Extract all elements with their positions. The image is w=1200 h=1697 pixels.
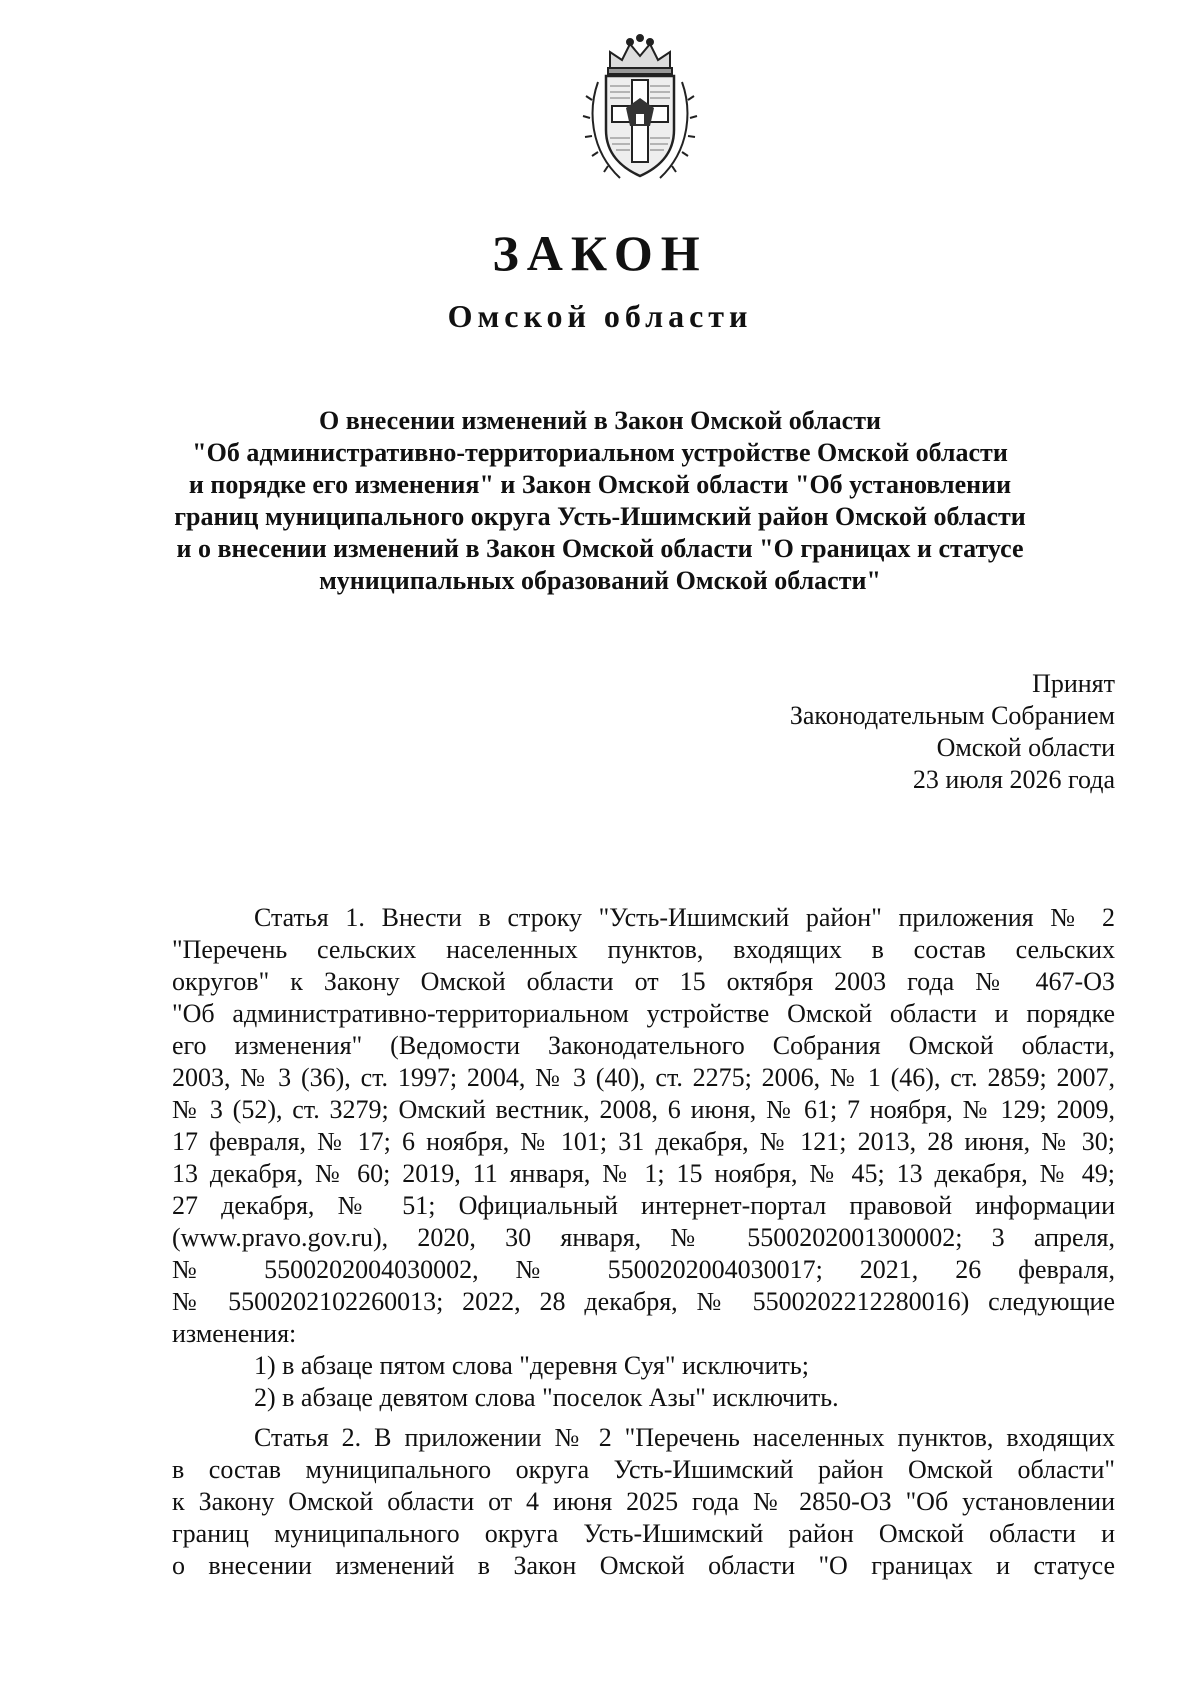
article-line: Статья 1. Внести в строку "Усть-Ишимский район" приложения № 2 xyxy=(254,903,1115,932)
article-line: "Об административно-территориальном устройстве Омской области и порядке xyxy=(172,999,1115,1028)
article-line: 2003, № 3 (36), ст. 1997; 2004, № 3 (40), ст. 2275; 2006, № 1 (46), ст. 2859; 2007, xyxy=(172,1063,1115,1092)
adoption-line: Принят xyxy=(1032,669,1115,698)
heading-line: "Об административно-территориальном устройстве Омской области xyxy=(192,438,1008,467)
adoption-date: 23 июля 2026 года xyxy=(912,765,1115,794)
article-2 xyxy=(172,1422,1115,1582)
article-line: округов" к Закону Омской области от 15 октября 2003 года № 467-ОЗ xyxy=(172,967,1115,996)
article-line: о внесении изменений в Закон Омской области "О границах и статусе xyxy=(172,1551,1115,1580)
article-line: "Перечень сельских населенных пунктов, входящих в состав сельских xyxy=(172,935,1115,964)
heading-line: муниципальных образований Омской области" xyxy=(319,566,881,595)
article-line: изменения: xyxy=(172,1319,297,1348)
article-item: 2) в абзаце девятом слова "поселок Азы" исключить. xyxy=(254,1383,839,1412)
article-1 xyxy=(172,902,1115,1414)
adoption-line: Законодательным Собранием xyxy=(789,701,1115,730)
article-line: № 5500202004030002, № 5500202004030017; 2021, 26 февраля, xyxy=(172,1255,1115,1284)
article-line: (www.pravo.gov.ru), 2020, 30 января, № 5500202001300002; 3 апреля, xyxy=(172,1223,1115,1252)
heading-line: и порядке его изменения" и Закон Омской области "Об установлении xyxy=(188,470,1012,499)
article-line: к Закону Омской области от 4 июня 2025 года № 2850-ОЗ "Об установлении xyxy=(172,1487,1115,1516)
article-line: Статья 2. В приложении № 2 "Перечень населенных пунктов, входящих xyxy=(254,1423,1115,1452)
article-line: 17 февраля, № 17; 6 ноября, № 101; 31 декабря, № 121; 2013, 28 июня, № 30; xyxy=(172,1127,1115,1156)
heading-line: О внесении изменений в Закон Омской области xyxy=(319,406,881,435)
article-line: в состав муниципального округа Усть-Ишимский район Омской области" xyxy=(172,1455,1115,1484)
adoption-line: Омской области xyxy=(936,733,1115,762)
article-line: № 5500202102260013; 2022, 28 декабря, № 5500202212280016) следующие xyxy=(172,1287,1115,1316)
article-line: 13 декабря, № 60; 2019, 11 января, № 1; 15 ноября, № 45; 13 декабря, № 49; xyxy=(172,1159,1115,1188)
document-title: ЗАКОН xyxy=(492,225,708,281)
article-item: 1) в абзаце пятом слова "деревня Суя" исключить; xyxy=(254,1351,809,1380)
heading-line: и о внесении изменений в Закон Омской области "О границах и статусе xyxy=(176,534,1024,563)
article-line: его изменения" (Ведомости Законодательного Собрания Омской области, xyxy=(172,1031,1115,1060)
article-line: границ муниципального округа Усть-Ишимский район Омской области и xyxy=(172,1519,1115,1548)
adoption-block xyxy=(790,668,1115,796)
coat-of-arms-icon xyxy=(580,30,700,190)
article-line: 27 декабря, № 51; Официальный интернет-портал правовой информации xyxy=(172,1191,1115,1220)
article-line: № 3 (52), ст. 3279; Омский вестник, 2008, 6 июня, № 61; 7 ноября, № 129; 2009, xyxy=(172,1095,1115,1124)
heading-line: границ муниципального округа Усть-Ишимский район Омской области xyxy=(174,502,1026,531)
document-subtitle: Омской области xyxy=(447,298,753,334)
law-heading xyxy=(150,405,1050,597)
